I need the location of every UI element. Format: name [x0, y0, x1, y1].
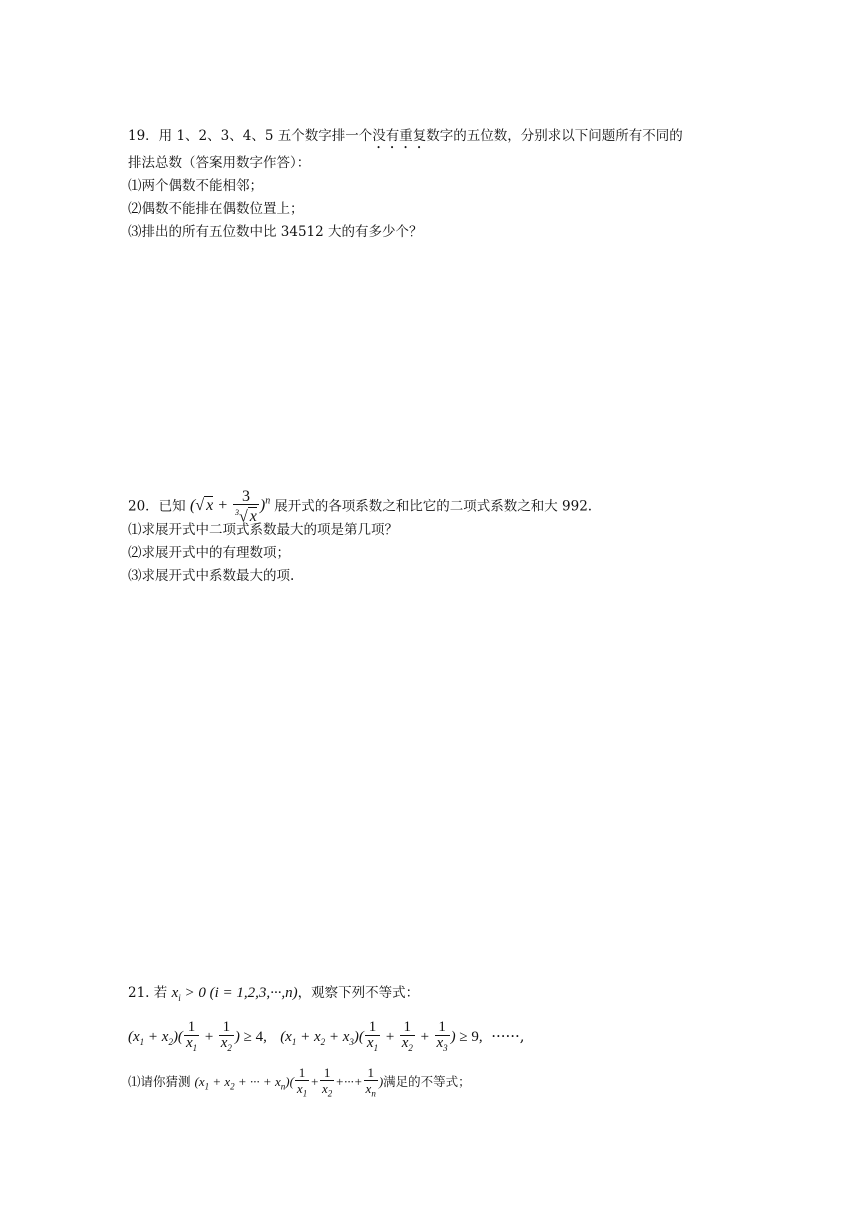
q19-stem-a: 19．用 1、2、3、4、5 五个数字排一个	[128, 128, 373, 144]
q19-stem-dotted: 没有重复	[372, 128, 427, 144]
q19-stem-line2: 排法总数（答案用数字作答）：	[128, 155, 311, 171]
q19-part-3: ⑶排出的所有五位数中比 34512 大的有多少个？	[128, 224, 423, 240]
q20-fraction: $\frac{3}{^3√ x}$	[235, 487, 257, 526]
question-19	[128, 125, 738, 244]
q21-inequality-2: $(x_1 + x_2 + x_3)$( $\frac{1}{x_1}$ + $\frac{1}{x_2}$ + $\frac{1}{x_3}$ ) ≥ 9,	[280, 1018, 483, 1053]
q20-stem	[128, 485, 738, 526]
q19-part-2: ⑵偶数不能排在偶数位置上；	[128, 201, 304, 217]
q21-condition: $x_i > 0$ (i = 1,2,3,···,n)	[171, 985, 298, 1003]
q20-part-3: ⑶求展开式中系数最大的项.	[128, 568, 295, 584]
q21-ellipsis: ······,	[491, 1027, 525, 1045]
q21-part-1-tail: 满足的不等式；	[383, 1074, 471, 1089]
q19-part-1: ⑴两个偶数不能相邻；	[128, 178, 263, 194]
q20-tail: 展开式的各项系数之和比它的二项式系数之和大 992.	[274, 498, 593, 515]
q21-inequality-1: $(x_1 + x_2)$( $\frac{1}{x_1}$ + $\frac{1}{x_2}$ ) ≥ 4,	[128, 1018, 267, 1053]
q20-part-2: ⑵求展开式中的有理数项；	[128, 545, 290, 561]
q19-stem-line1	[128, 125, 738, 152]
q21-tail: ，观察下列不等式：	[297, 985, 420, 1001]
q19-stem-b: 数字的五位数，分别求以下问题所有不同的	[426, 128, 683, 144]
q21-stem	[128, 982, 738, 1010]
q21-part-1-lead: ⑴请你猜测	[128, 1074, 191, 1089]
q20-number: 20．已知	[128, 498, 186, 515]
question-20	[128, 485, 738, 588]
q21-inequalities	[128, 1014, 738, 1058]
q21-part-1	[128, 1062, 738, 1102]
q20-binomial-expression: (√ x + $\frac{3}{^3√ x}$ )$^n$	[189, 487, 271, 526]
question-21	[128, 982, 738, 1102]
q20-part-1: ⑴求展开式中二项式系数最大的项是第几项？	[128, 522, 398, 538]
q21-part-1-expression: ($x_1 + x_2$ + ··· + $x_n$)( $\frac{1}{x_1}$ + $\frac{1}{x_2}$ +···+ $\frac{1}{x_n}$ )	[194, 1064, 384, 1099]
q21-number: 21. 若	[128, 985, 168, 1001]
